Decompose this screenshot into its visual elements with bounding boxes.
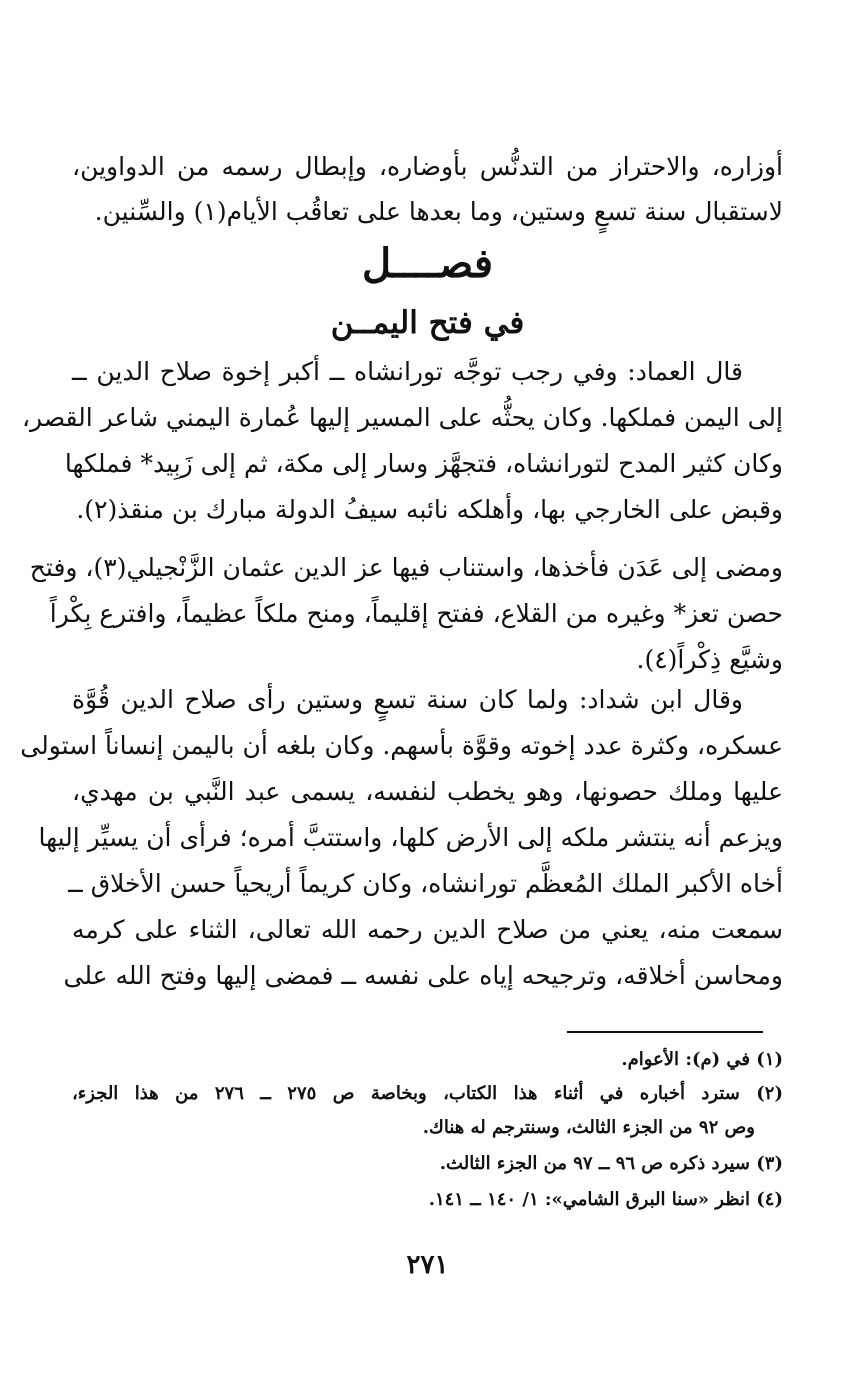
footnote-separator <box>567 1031 763 1033</box>
text-line: سمعت منه، يعني من صلاح الدين رحمه الله تعالى، الثناء على كرمه <box>72 915 783 944</box>
footnote: (٣) سيرد ذكره ص ٩٦ ــ ٩٧ من الجزء الثالث. <box>439 1153 783 1174</box>
paragraph-first-line: وقال ابن شداد: ولما كان سنة تسعٍ وستين رأى صلاح الدين قُوَّة <box>72 685 743 714</box>
section-subtitle: في فتح اليمــن <box>330 305 525 341</box>
section-title: فصــــل <box>362 240 493 287</box>
footnote-continuation: وص ٩٢ من الجزء الثالث، وسنترجم له هناك. <box>422 1117 755 1138</box>
text-line: وشيَّع ذِكْراً(٤). <box>636 645 783 674</box>
page-number: ٢٧١ <box>406 1250 449 1280</box>
footnote: (٢) سترد أخباره في أثناء هذا الكتاب، وبخاصة ص ٢٧٥ ــ ٢٧٦ من هذا الجزء، <box>72 1083 783 1104</box>
text-line: وقبض على الخارجي بها، وأهلكه نائبه سيفُ الدولة مبارك بن منقذ(٢). <box>76 495 783 524</box>
paragraph-first-line: قال العماد: وفي رجب توجَّه تورانشاه ــ أكبر إخوة صلاح الدين ــ <box>72 357 743 386</box>
text-line: حصن تعز* وغيره من القلاع، ففتح إقليماً، ومنح ملكاً عظيماً، وافترع بِكْراً <box>49 599 783 628</box>
text-line: إلى اليمن فملكها. وكان يحثُّه على المسير إليها عُمارة اليمني شاعر القصر، <box>21 403 783 432</box>
text-line: ومحاسن أخلاقه، وترجيحه إياه على نفسه ــ فمضى إليها وفتح الله على <box>63 961 783 990</box>
footnote: (٤) انظر «سنا البرق الشامي»: ١/ ١٤٠ ــ ١٤١. <box>428 1189 783 1210</box>
text-line: ومضى إلى عَدَن فأخذها، واستناب فيها عز الدين عثمان الزَّنْجيلي(٣)، وفتح <box>29 553 783 582</box>
text-line: عليها وملك حصونها، وهو يخطب لنفسه، يسمى عبد النَّبي بن مهدي، <box>72 777 783 806</box>
footnote: (١) في (م): الأعوام. <box>621 1049 783 1070</box>
text-line: أخاه الأكبر الملك المُعظَّم تورانشاه، وكان كريماً أريحياً حسن الأخلاق ــ <box>68 869 783 898</box>
text-line: عسكره، وكثرة عدد إخوته وقوَّة بأسهم. وكان بلغه أن باليمن إنساناً استولى <box>20 731 783 760</box>
text-line: أوزاره، والاحتراز من التدنُّس بأوضاره، وإبطال رسمه من الدواوين، <box>72 152 783 181</box>
text-line: وكان كثير المدح لتورانشاه، فتجهَّز وسار إلى مكة، ثم إلى زَبِيد* فملكها <box>64 449 783 478</box>
text-line: لاستقبال سنة تسعٍ وستين، وما بعدها على تعاقُب الأيام(١) والسِّنين. <box>94 197 783 226</box>
text-line: ويزعم أنه ينتشر ملكه إلى الأرض كلها، واستتبَّ أمره؛ فرأى أن يسيِّر إليها <box>38 823 783 852</box>
